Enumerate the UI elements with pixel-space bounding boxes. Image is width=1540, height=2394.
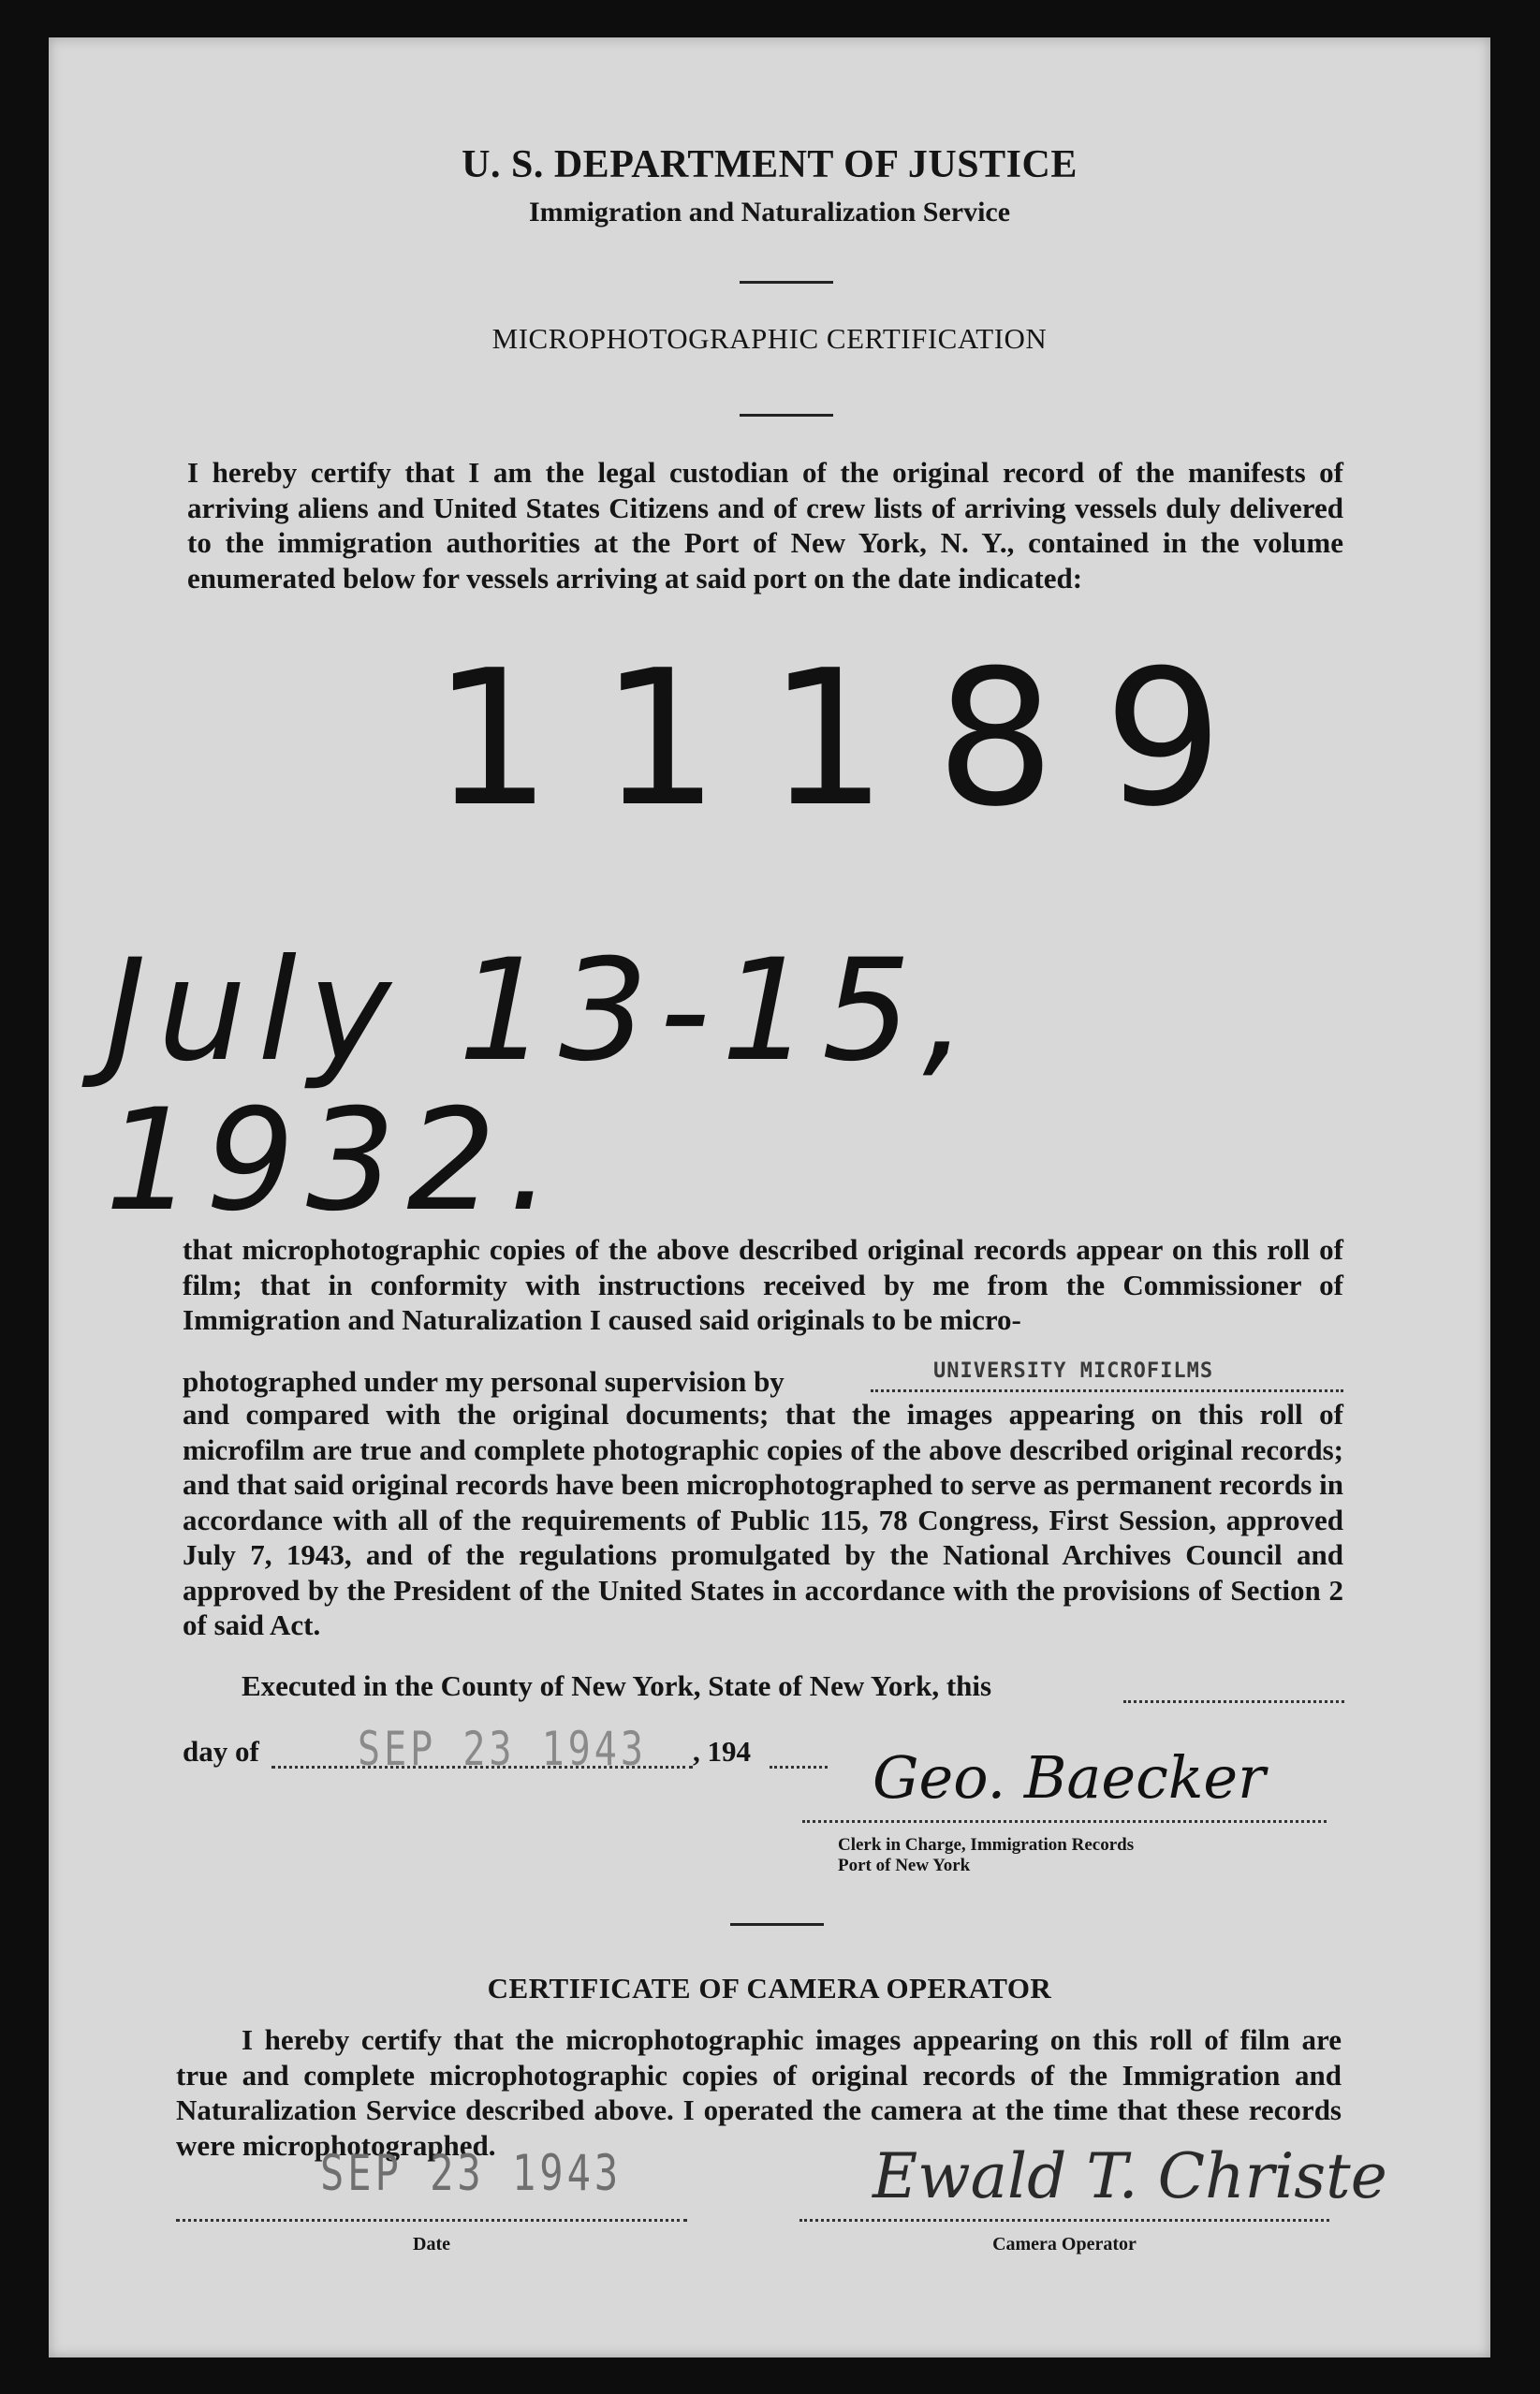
divider	[740, 414, 833, 417]
camera-certificate-title: CERTIFICATE OF CAMERA OPERATOR	[487, 1972, 1052, 2005]
date-label: Date	[413, 2234, 450, 2254]
executed-line: Executed in the County of New York, State of New York, this	[242, 1669, 992, 1702]
clerk-signature: Geo. Baecker	[873, 1743, 1266, 1812]
date-signature-line	[176, 2219, 687, 2222]
year-suffix: , 194	[693, 1735, 751, 1768]
camera-date-stamp: SEP 23 1943	[320, 2144, 623, 2202]
operator-signature: Ewald T. Christe	[873, 2140, 1387, 2212]
certification-title: MICROPHOTOGRAPHIC CERTIFICATION	[491, 322, 1048, 355]
handwritten-volume-number: 11189	[433, 630, 1272, 848]
camera-certificate-body: I hereby certify that the microphotographic images appearing on this roll of film are true and complete microphotographic copies of original records of the Immigration and Naturalization Service described above. I operated the camera at the time that these records were microphotographed.	[176, 2023, 1342, 2162]
body-paragraph-rest: and compared with the original documents; that the images appearing on this roll of microfilm are true and complete photographic copies of the above described original records; and that said original records have been microphotographed to serve as permanent records in accordance with all of the requirements of Public 115, 78 Congress, First Session, approved July 7, 1943, and of the regulations promulgated by the National Archives Council and approved by the President of the United States in accordance with the provisions of Section 2 of said Act.	[183, 1398, 1343, 1641]
clerk-title: Clerk in Charge, Immigration Records	[838, 1835, 1135, 1855]
divider	[740, 281, 833, 284]
service-subheading: Immigration and Naturalization Service	[528, 197, 1011, 228]
clerk-signature-line	[802, 1820, 1327, 1823]
execution-day-line	[1123, 1700, 1344, 1703]
day-of-label: day of	[183, 1735, 259, 1768]
photographer-typed: UNIVERSITY MICROFILMS	[933, 1359, 1214, 1383]
operator-signature-line	[799, 2219, 1329, 2222]
clerk-office: Port of New York	[838, 1856, 971, 1875]
year-field-line	[770, 1766, 828, 1769]
certificate-page	[49, 37, 1490, 2357]
department-heading: U. S. DEPARTMENT OF JUSTICE	[462, 143, 1078, 186]
supervision-line: photographed under my personal supervision by	[183, 1365, 785, 1398]
body-paragraph-start: that microphotographic copies of the above described original records appear on this roll of film; that in conformity with instructions received by me from the Commissioner of Immigration and Naturalization I caused said originals to be micro-	[183, 1233, 1343, 1336]
date-stamp: SEP 23 1943	[358, 1723, 647, 1777]
divider	[730, 1923, 824, 1926]
photographer-field-line	[871, 1389, 1343, 1392]
handwritten-volume-date: July 13-15, 1932.	[105, 930, 978, 1242]
operator-label: Camera Operator	[992, 2234, 1137, 2254]
intro-paragraph: I hereby certify that I am the legal custodian of the original record of the manifests of arriving aliens and United States Citizens and of crew lists of arriving vessels duly delivered to the immigration authorities at the Port of New York, N. Y., contained in the volume enumerated below for vessels arriving at said port on the date indicated:	[187, 456, 1343, 595]
